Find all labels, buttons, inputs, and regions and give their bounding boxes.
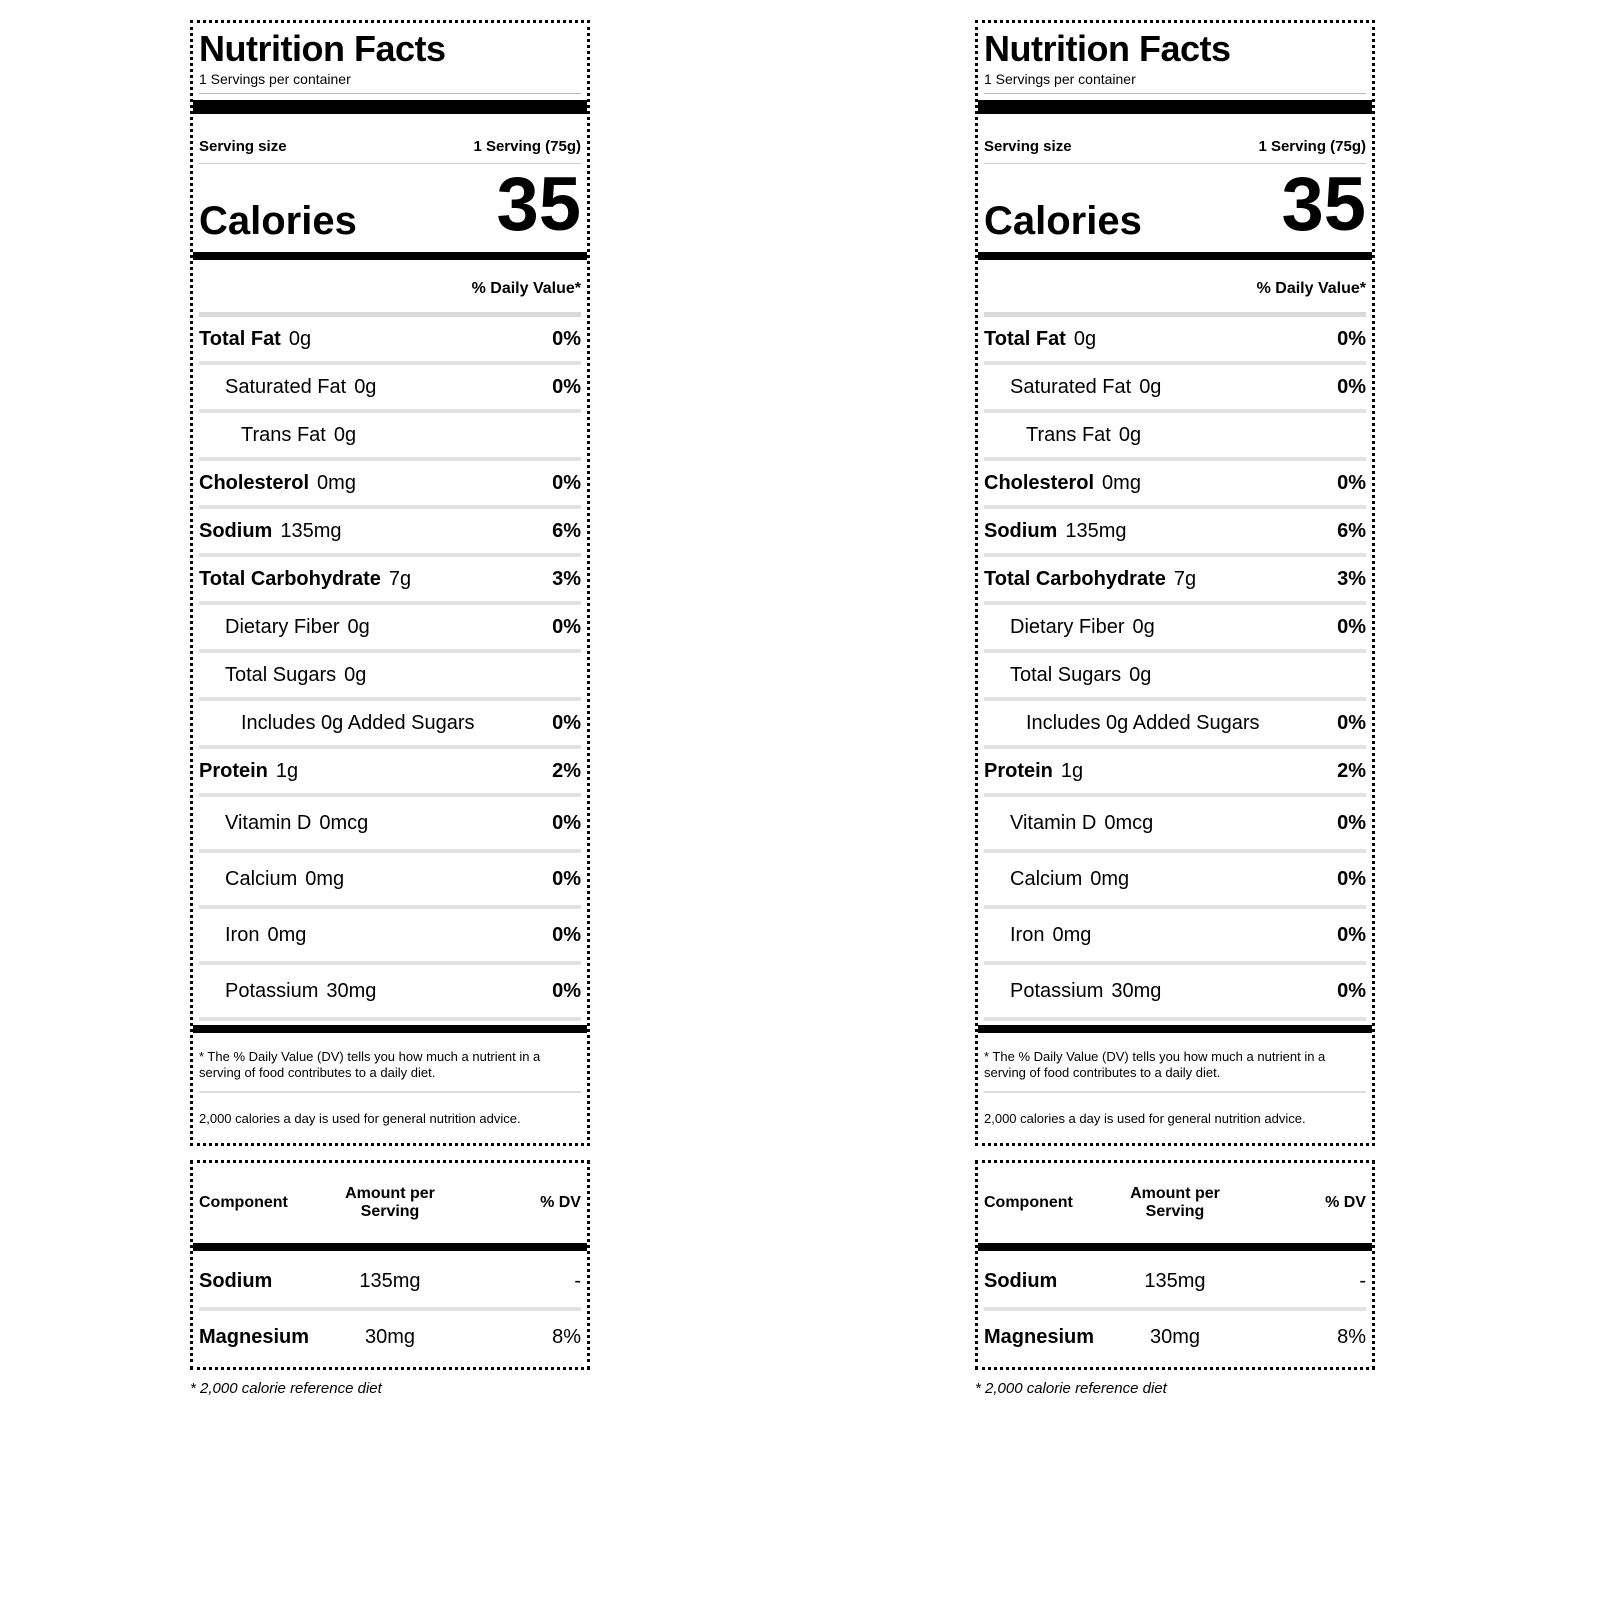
cell-amount: 135mg — [1144, 1269, 1206, 1292]
reference-diet-note: * 2,000 calorie reference diet — [190, 1380, 382, 1397]
nutrient-row — [199, 509, 581, 557]
nutrient-name: Total Carbohydrate — [199, 567, 381, 590]
nutrient-label-group — [199, 712, 483, 735]
nutrient-label-group — [199, 376, 376, 399]
serving-size-value: 1 Serving (75g) — [1258, 138, 1366, 155]
daily-value-header: % Daily Value* — [199, 264, 581, 317]
nutrient-label-group — [199, 812, 368, 835]
divider-medium — [193, 1025, 587, 1033]
nutrient-label-group — [199, 664, 366, 687]
nutrient-label-group — [984, 868, 1129, 891]
cell-dv: - — [1359, 1269, 1366, 1292]
nutrient-daily-value: 0% — [552, 711, 581, 734]
nutrient-daily-value: 0% — [552, 923, 581, 946]
nutrient-label-group — [984, 712, 1268, 735]
divider-medium — [978, 252, 1372, 260]
cell-component: Sodium — [984, 1269, 1058, 1292]
nutrient-row — [199, 557, 581, 605]
nutrient-name: Cholesterol — [984, 471, 1095, 494]
nutrient-daily-value: 2% — [552, 759, 581, 782]
footnote-calories: 2,000 calories a day is used for general nutrition advice. — [199, 1111, 521, 1126]
nutrient-label-group — [199, 520, 342, 543]
header-dv: % DV — [1325, 1194, 1366, 1211]
nutrient-row — [199, 965, 581, 1021]
calories-row — [984, 164, 1366, 248]
nutrient-daily-value: 3% — [1337, 567, 1366, 590]
nutrient-row — [199, 909, 581, 965]
nutrient-amount: 0mg — [1090, 867, 1130, 890]
nutrient-row — [984, 557, 1366, 605]
nutrient-amount: 135mg — [280, 519, 342, 542]
nutrient-label-group — [199, 328, 311, 351]
table-row — [984, 1311, 1366, 1363]
nutrient-amount: 0mg — [1102, 471, 1141, 494]
nutrient-label-group — [984, 924, 1091, 947]
cell-amount: 30mg — [364, 1325, 415, 1348]
nutrient-amount: 0mcg — [319, 811, 369, 834]
nutrient-rows — [199, 317, 581, 1021]
nutrient-daily-value: 0% — [1337, 615, 1366, 638]
divider-medium — [978, 1025, 1372, 1033]
nutrient-name: Sodium — [199, 519, 273, 542]
nutrient-daily-value: 0% — [1337, 811, 1366, 834]
header-amount: Amount per Serving — [1130, 1185, 1220, 1220]
component-table-header — [199, 1167, 581, 1239]
nutrient-name: Calcium — [1010, 867, 1083, 890]
nutrient-label-group — [984, 472, 1141, 495]
reference-diet-note: * 2,000 calorie reference diet — [975, 1380, 1167, 1397]
nutrient-label-group — [984, 616, 1155, 639]
nutrient-amount: 0mg — [267, 923, 307, 946]
nutrient-row — [984, 909, 1366, 965]
nutrient-amount: 0g — [333, 423, 357, 446]
nutrient-row — [199, 653, 581, 701]
cell-component: Magnesium — [199, 1325, 310, 1348]
nutrient-label-group — [199, 980, 376, 1003]
nutrient-amount: 1g — [275, 759, 299, 782]
divider-medium — [193, 252, 587, 260]
nutrient-row — [984, 509, 1366, 557]
header-component: Component — [984, 1194, 1073, 1211]
nutrient-amount: 0g — [1132, 615, 1155, 638]
table-row — [199, 1255, 581, 1311]
cell-dv: - — [574, 1269, 581, 1292]
header-dv: % DV — [540, 1194, 581, 1211]
serving-size-value: 1 Serving (75g) — [473, 138, 581, 155]
nutrient-amount: 0g — [1129, 663, 1152, 686]
nutrient-label-group — [984, 520, 1127, 543]
header-component: Component — [199, 1194, 288, 1211]
cell-dv: 8% — [552, 1325, 581, 1348]
footnote-calories: 2,000 calories a day is used for general nutrition advice. — [984, 1111, 1306, 1126]
nutrient-daily-value: 6% — [1337, 519, 1366, 542]
nutrient-daily-value: 0% — [552, 375, 581, 398]
cell-component: Magnesium — [984, 1325, 1095, 1348]
nutrient-daily-value: 0% — [1337, 471, 1366, 494]
nutrient-label-group — [199, 924, 306, 947]
table-row — [199, 1311, 581, 1363]
nutrition-facts-label — [190, 20, 590, 1146]
nutrient-daily-value: 0% — [552, 867, 581, 890]
divider-thick — [978, 100, 1372, 114]
footnote-dv: * The % Daily Value (DV) tells you how much a nutrient in a serving of food contributes to a daily diet. — [984, 1037, 1366, 1093]
nutrient-row — [199, 317, 581, 365]
nutrient-row — [984, 461, 1366, 509]
nutrient-row — [984, 653, 1366, 701]
nutrient-row — [199, 413, 581, 461]
nutrient-name: Protein — [199, 759, 268, 782]
nutrient-daily-value: 0% — [552, 811, 581, 834]
nutrient-amount: 135mg — [1065, 519, 1127, 542]
nutrient-label-group — [984, 980, 1161, 1003]
serving-size-label: Serving size — [984, 138, 1072, 155]
nutrient-row — [984, 317, 1366, 365]
nutrient-amount: 0g — [288, 327, 312, 350]
nutrient-amount: 0mg — [305, 867, 345, 890]
nutrient-amount: 0g — [354, 375, 377, 398]
nutrient-name: Potassium — [225, 979, 319, 1002]
nutrient-label-group — [199, 868, 344, 891]
component-table-header — [984, 1167, 1366, 1239]
servings-per-container: 1 Servings per container — [199, 71, 581, 94]
nutrient-daily-value: 0% — [1337, 327, 1366, 350]
nutrient-amount: 7g — [388, 567, 412, 590]
nutrient-name: Vitamin D — [225, 811, 312, 834]
label-title: Nutrition Facts — [984, 28, 1231, 69]
servings-per-container: 1 Servings per container — [984, 71, 1366, 94]
nutrient-daily-value: 0% — [552, 615, 581, 638]
nutrient-name: Saturated Fat — [1010, 375, 1132, 398]
nutrient-amount: 1g — [1060, 759, 1084, 782]
nutrient-daily-value: 3% — [552, 567, 581, 590]
component-table — [190, 1160, 590, 1370]
nutrition-panel-left — [190, 20, 590, 1397]
calories-value: 35 — [496, 162, 581, 247]
nutrient-row — [199, 701, 581, 749]
nutrient-name: Cholesterol — [199, 471, 310, 494]
nutrient-name: Iron — [225, 923, 260, 946]
nutrient-row — [984, 365, 1366, 413]
nutrient-row — [199, 461, 581, 509]
nutrient-row — [984, 701, 1366, 749]
nutrient-daily-value: 0% — [1337, 867, 1366, 890]
calories-label: Calories — [984, 199, 1142, 243]
serving-size-label: Serving size — [199, 138, 287, 155]
nutrient-daily-value: 0% — [552, 979, 581, 1002]
nutrient-name: Total Sugars — [1010, 663, 1122, 686]
nutrient-label-group — [984, 568, 1196, 591]
nutrient-daily-value: 0% — [1337, 711, 1366, 734]
nutrient-daily-value: 0% — [1337, 375, 1366, 398]
nutrient-rows — [984, 317, 1366, 1021]
nutrient-label-group — [199, 472, 356, 495]
divider-medium — [978, 1243, 1372, 1251]
nutrient-daily-value: 0% — [552, 327, 581, 350]
nutrient-name: Protein — [984, 759, 1053, 782]
nutrient-amount: 30mg — [1111, 979, 1162, 1002]
nutrient-daily-value: 0% — [1337, 979, 1366, 1002]
component-table-body — [199, 1255, 581, 1363]
nutrient-amount: 0g — [1073, 327, 1097, 350]
cell-amount: 135mg — [359, 1269, 421, 1292]
nutrient-row — [984, 605, 1366, 653]
nutrient-row — [984, 853, 1366, 909]
nutrient-label-group — [199, 760, 298, 783]
cell-dv: 8% — [1337, 1325, 1366, 1348]
nutrient-label-group — [199, 568, 411, 591]
nutrient-amount: 0g — [1118, 423, 1142, 446]
nutrient-name: Total Fat — [199, 327, 281, 350]
nutrient-name: Dietary Fiber — [1010, 615, 1125, 638]
nutrient-row — [199, 853, 581, 909]
nutrient-name: Saturated Fat — [225, 375, 347, 398]
nutrient-name: Trans Fat — [241, 423, 326, 446]
nutrient-name: Trans Fat — [1026, 423, 1111, 446]
daily-value-header: % Daily Value* — [984, 264, 1366, 317]
nutrient-name: Iron — [1010, 923, 1045, 946]
table-row — [984, 1255, 1366, 1311]
nutrient-amount: 0mg — [317, 471, 356, 494]
footnote-dv: * The % Daily Value (DV) tells you how much a nutrient in a serving of food contributes to a daily diet. — [199, 1037, 581, 1093]
nutrient-label-group — [199, 616, 370, 639]
nutrient-name: Vitamin D — [1010, 811, 1097, 834]
header-amount: Amount per Serving — [345, 1185, 435, 1220]
nutrient-amount: 0mg — [1052, 923, 1092, 946]
nutrient-row — [199, 749, 581, 797]
nutrient-label-group — [984, 760, 1083, 783]
nutrient-label-group — [984, 376, 1161, 399]
nutrient-name: Total Fat — [984, 327, 1066, 350]
nutrient-row — [199, 365, 581, 413]
nutrient-daily-value: 0% — [1337, 923, 1366, 946]
nutrient-daily-value: 2% — [1337, 759, 1366, 782]
calories-row — [199, 164, 581, 248]
nutrient-name: Total Carbohydrate — [984, 567, 1166, 590]
nutrient-label-group — [199, 424, 356, 447]
component-table-body — [984, 1255, 1366, 1363]
nutrient-label-group — [984, 328, 1096, 351]
nutrition-facts-label — [975, 20, 1375, 1146]
component-table — [975, 1160, 1375, 1370]
nutrient-label-group — [984, 812, 1153, 835]
nutrient-daily-value: 0% — [552, 471, 581, 494]
nutrient-name: Potassium — [1010, 979, 1104, 1002]
nutrient-daily-value: 6% — [552, 519, 581, 542]
nutrient-row — [984, 413, 1366, 461]
nutrient-row — [199, 797, 581, 853]
nutrient-amount: 30mg — [326, 979, 377, 1002]
nutrient-amount: 0g — [347, 615, 370, 638]
nutrient-amount: 0mcg — [1104, 811, 1154, 834]
cell-component: Sodium — [199, 1269, 273, 1292]
nutrient-name: Includes 0g Added Sugars — [1026, 711, 1260, 734]
nutrient-row — [984, 965, 1366, 1021]
nutrition-panel-right — [975, 20, 1375, 1397]
nutrient-row — [984, 797, 1366, 853]
nutrient-name: Dietary Fiber — [225, 615, 340, 638]
nutrient-label-group — [984, 664, 1151, 687]
nutrient-name: Calcium — [225, 867, 298, 890]
divider-medium — [193, 1243, 587, 1251]
calories-value: 35 — [1281, 162, 1366, 247]
nutrient-label-group — [984, 424, 1141, 447]
nutrient-name: Sodium — [984, 519, 1058, 542]
nutrient-name: Includes 0g Added Sugars — [241, 711, 475, 734]
nutrient-amount: 0g — [344, 663, 367, 686]
nutrient-amount: 0g — [1139, 375, 1162, 398]
serving-size-row — [199, 120, 581, 164]
calories-label: Calories — [199, 199, 357, 243]
nutrient-row — [984, 749, 1366, 797]
label-title: Nutrition Facts — [199, 28, 446, 69]
divider-thick — [193, 100, 587, 114]
cell-amount: 30mg — [1149, 1325, 1200, 1348]
serving-size-row — [984, 120, 1366, 164]
nutrient-amount: 7g — [1173, 567, 1197, 590]
nutrient-row — [199, 605, 581, 653]
nutrient-name: Total Sugars — [225, 663, 337, 686]
